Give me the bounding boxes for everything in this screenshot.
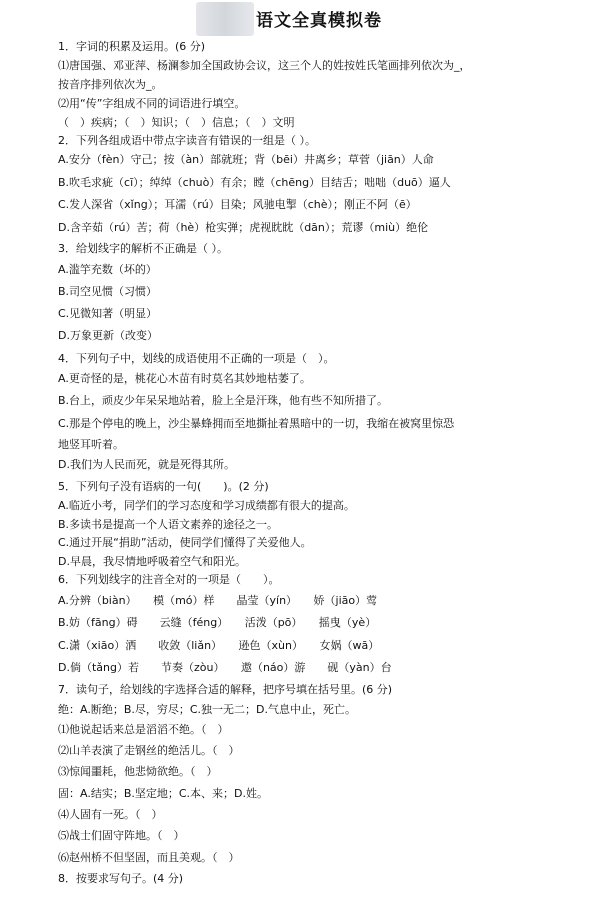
text-line: 6．下列划线字的注音全对的一项是（ ）。 [58,573,280,586]
text-line: A.滥竽充数（坏的） [58,263,157,276]
text-line: 5．下列句子没有语病的一句( )。(2 分) [58,480,269,493]
text-line: B.妨（fāng）碍 云缝（féng） 活泼（pō） 摇曳（yè） [58,616,377,629]
text-line: （ ）疾病；（ ）知识；（ ）信息；（ ）文明 [58,116,295,129]
text-line: B.吹毛求疵（cī）；绰绰（chuò）有余；瞠（chēng）目结舌；咄咄（duō）逼人 [58,176,451,189]
text-line: B.多读书是提高一个人语文素养的途径之一。 [58,518,279,531]
text-line: C.那是个停电的晚上，沙尘暴蜂拥而至地撕扯着黑暗中的一切，我缩在被窝里惊恐 [58,417,455,430]
text-line: ⑹赵州桥不但坚固，而且美观。（ ） [58,851,240,864]
text-line: 绝：A.断绝；B.尽，穷尽；C.独一无二；D.气息中止，死亡。 [58,703,357,716]
text-line: ⑸战士们固守阵地。（ ） [58,829,185,842]
text-line: A.临近小考，同学们的学习态度和学习成绩都有很大的提高。 [58,499,355,512]
text-line: D.早晨，我尽情地呼吸着空气和阳光。 [58,555,246,568]
text-line: A.分辨（biàn） 模（mó）样 晶莹（yín） 娇（jiāo）莺 [58,594,378,607]
text-line: A.更奇怪的是，桃花心木苗有时莫名其妙地枯萎了。 [58,372,311,385]
text-line: 3．给划线字的解析不正确是（ ）。 [58,242,228,255]
text-line: ⑷人固有一死。（ ） [58,808,163,821]
blurred-header-image [196,2,254,36]
text-line: ⑵用“传”字组成不同的词语进行填空。 [58,97,246,110]
text-line: D.万象更新（改变） [58,329,158,342]
text-line: D.含辛茹（rú）苦；荷（hè）枪实弹；虎视眈眈（dān）；荒谬（miù）绝伦 [58,221,429,234]
text-line: D.倘（tǎng）若 节奏（zòu） 遨（náo）游 砚（yàn）台 [58,661,392,674]
text-line: 地竖耳听着。 [58,438,124,451]
text-line: ⑴唐国强、邓亚萍、杨澜参加全国政协会议，这三个人的姓按姓氏笔画排列依次为_， [58,59,471,72]
text-line: 4．下列句子中，划线的成语使用不正确的一项是（ ）。 [58,352,335,365]
text-line: C.潇（xiāo）洒 收敛（liǎn） 逊色（xùn） 女娲（wā） [58,639,380,652]
text-line: A.安分（fèn）守己；按（àn）部就班；背（bēi）井离乡；草菅（jiān）人命 [58,153,434,166]
text-line: B.台上，顽皮少年呆呆地站着，脸上全是汗珠，他有些不知所措了。 [58,394,389,407]
text-line: D.我们为人民而死，就是死得其所。 [58,458,235,471]
text-line: C.通过开展“捐助”活动，使同学们懂得了关爱他人。 [58,536,312,549]
text-line: 8．按要求写句子。(4 分) [58,872,184,885]
text-line: 1．字词的积累及运用。(6 分) [58,40,206,53]
text-line: C.发人深省（xǐng）；耳濡（rú）目染；风驰电掣（chè）；刚正不阿（ē） [58,198,417,211]
text-line: 2．下列各组成语中带点字读音有错误的一组是（ ）。 [58,134,316,147]
text-line: B.司空见惯（习惯） [58,285,158,298]
text-line: 固：A.结实；B.坚定地；C.本、来；D.姓。 [58,787,269,800]
text-line: ⑴他说起话来总是滔滔不绝。（ ） [58,723,229,736]
page-title: 语文全真模拟卷 [256,11,382,31]
text-line: 7．读句子，给划线的字选择合适的解释，把序号填在括号里。(6 分) [58,683,393,696]
text-line: C.见微知著（明显） [58,307,158,320]
text-line: ⑵山羊表演了走钢丝的绝活儿。（ ） [58,744,240,757]
text-line: 按音序排列依次为_。 [58,78,163,91]
text-line: ⑶惊闻噩耗，他悲恸欲绝。（ ） [58,765,218,778]
